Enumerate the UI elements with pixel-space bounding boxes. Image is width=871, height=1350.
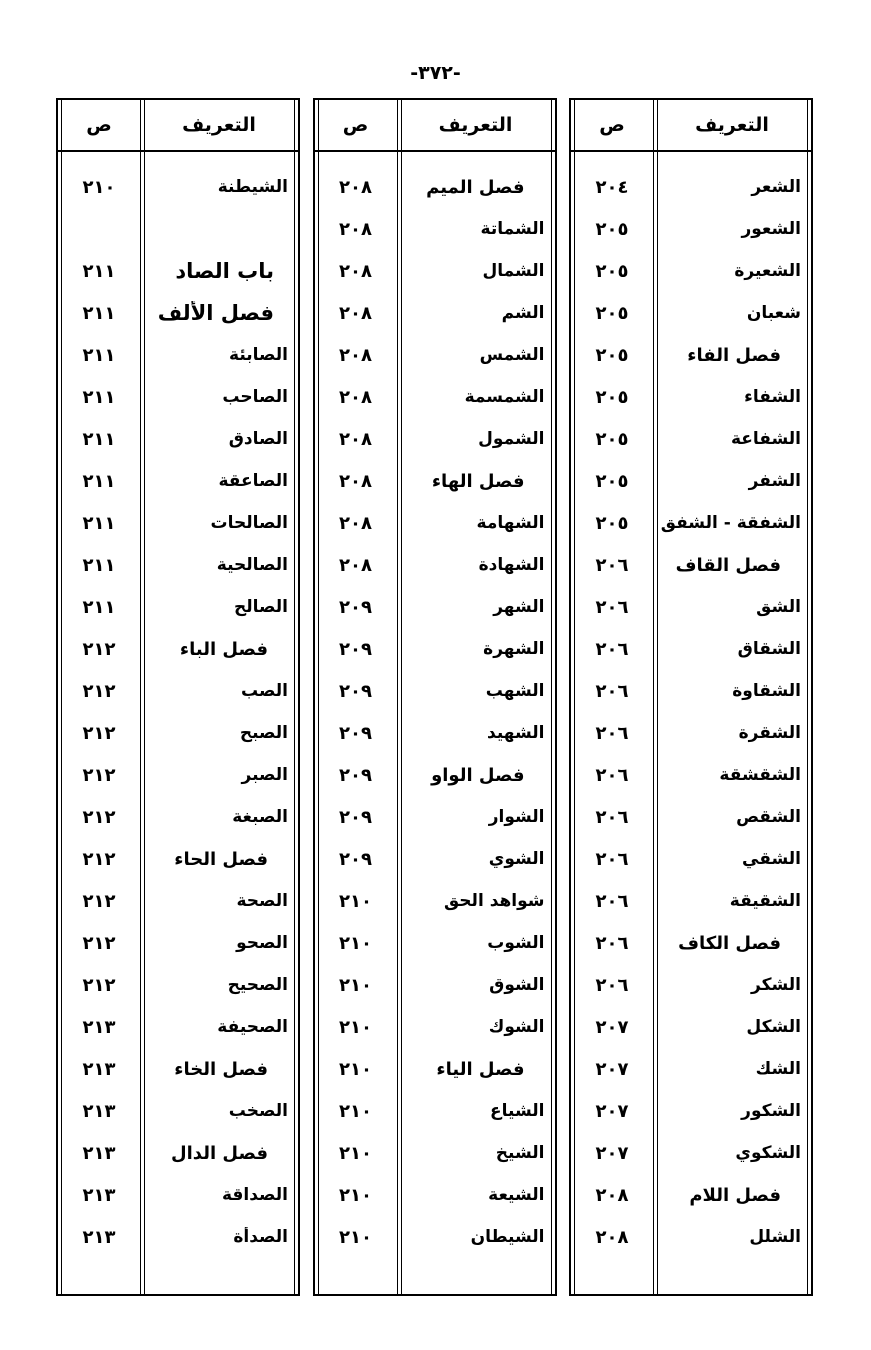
section-heading: فصل الميم — [426, 176, 525, 198]
index-row — [315, 1006, 555, 1048]
term-cell: الشكل — [746, 1017, 801, 1037]
page-cell: ٢١٢ — [82, 764, 116, 786]
term-cell: الشقشقة — [719, 765, 801, 785]
index-row — [58, 712, 298, 754]
index-row — [58, 628, 298, 670]
term-cell: الشمس — [479, 345, 545, 365]
index-row — [571, 838, 811, 880]
page-cell: ٢٠٩ — [339, 722, 372, 744]
index-row — [58, 1006, 298, 1048]
page-cell: ٢٠٨ — [339, 386, 372, 408]
index-row — [571, 586, 811, 628]
term-cell: الصالح — [234, 597, 288, 617]
entry-list — [571, 166, 811, 1258]
term-cell: الشهر — [493, 597, 545, 617]
page-cell: ٢٠٨ — [339, 260, 372, 282]
page-cell: ٢١١ — [82, 302, 116, 324]
index-row — [58, 292, 298, 334]
page-header: ص — [599, 114, 625, 136]
page-cell: ٢٠٧ — [595, 1058, 629, 1080]
entry-list — [315, 166, 555, 1258]
index-row — [58, 250, 298, 292]
term-cell: شواهد الحق — [443, 891, 545, 911]
section-heading: فصل الهاء — [431, 470, 525, 492]
page-cell: ٢٠٩ — [339, 848, 372, 870]
term-cell: الشوك — [488, 1017, 545, 1037]
page-cell: ٢١٠ — [339, 974, 372, 996]
page-cell: ٢٠٥ — [595, 260, 629, 282]
index-row — [58, 376, 298, 418]
term-cell: الشمسمة — [464, 387, 545, 407]
section-heading: فصل الخاء — [174, 1058, 268, 1080]
term-cell: الشوب — [487, 933, 545, 953]
index-row — [58, 544, 298, 586]
term-cell: الصب — [241, 681, 288, 701]
index-panel-left — [56, 98, 300, 1296]
page-cell: ٢٠٦ — [595, 680, 629, 702]
term-cell: الشكر — [751, 975, 801, 995]
index-row — [571, 418, 811, 460]
index-row — [315, 670, 555, 712]
term-cell: الشمول — [478, 429, 545, 449]
page-cell: ٢١٣ — [82, 1100, 116, 1122]
index-row — [315, 166, 555, 208]
index-row — [315, 796, 555, 838]
page-cell: ٢١٣ — [82, 1184, 116, 1206]
term-cell: الصداقة — [221, 1185, 288, 1205]
index-row — [571, 1006, 811, 1048]
page-cell: ٢٠٩ — [339, 638, 372, 660]
index-row — [571, 796, 811, 838]
index-row — [571, 964, 811, 1006]
term-cell: الشماتة — [480, 219, 545, 239]
page-cell: ٢٠٨ — [339, 512, 372, 534]
index-row — [315, 1090, 555, 1132]
page-cell: ٢٠٥ — [595, 302, 629, 324]
term-cell: الصحو — [236, 933, 288, 953]
page-cell: ٢٠٨ — [595, 1184, 629, 1206]
index-row — [315, 880, 555, 922]
page-cell: ٢١٠ — [339, 890, 372, 912]
page-cell: ٢٠٥ — [595, 386, 629, 408]
index-row — [58, 754, 298, 796]
term-cell: الشفقة - الشفق — [660, 513, 801, 533]
term-cell: الشكوي — [735, 1143, 801, 1163]
index-row — [571, 502, 811, 544]
index-row — [571, 1174, 811, 1216]
index-row — [58, 1090, 298, 1132]
index-row — [571, 460, 811, 502]
index-row — [315, 964, 555, 1006]
page-cell: ٢٠٩ — [339, 764, 372, 786]
page-cell: ٢١٣ — [82, 1016, 116, 1038]
term-cell: الشفر — [748, 471, 801, 491]
section-heading: فصل الباء — [179, 638, 268, 660]
index-row — [58, 1216, 298, 1258]
page-cell: ٢٠٦ — [595, 806, 629, 828]
page-cell: ٢١٢ — [82, 974, 116, 996]
section-heading: فصل الواو — [431, 764, 525, 786]
index-row — [315, 838, 555, 880]
term-cell: الصبر — [241, 765, 288, 785]
term-cell: الشم — [501, 303, 545, 323]
page-cell: ٢٠٥ — [595, 344, 629, 366]
term-cell: الشوار — [488, 807, 545, 827]
term-cell: الشياع — [490, 1101, 545, 1121]
page-number: -٣٧٢- — [410, 62, 461, 84]
term-cell: الشقص — [736, 807, 801, 827]
term-cell: الشكور — [741, 1101, 801, 1121]
page-cell: ٢١١ — [82, 386, 116, 408]
page-cell: ٢١٣ — [82, 1226, 116, 1248]
section-heading: فصل الكاف — [678, 932, 781, 954]
page-cell: ٢٠٩ — [339, 596, 372, 618]
index-row — [571, 1090, 811, 1132]
page-cell: ٢٠٦ — [595, 890, 629, 912]
entry-list — [58, 166, 298, 1258]
page-cell: ٢٠٦ — [595, 638, 629, 660]
term-cell: الشيخ — [495, 1143, 545, 1163]
index-row — [58, 964, 298, 1006]
page-cell: ٢٠٦ — [595, 932, 629, 954]
page-cell: ٢١٠ — [339, 1100, 372, 1122]
page-cell: ٢٠٨ — [339, 554, 372, 576]
index-row — [315, 208, 555, 250]
index-row — [315, 922, 555, 964]
section-heading: فصل اللام — [689, 1184, 781, 1206]
index-row — [58, 418, 298, 460]
term-header: التعريف — [438, 114, 513, 136]
index-table — [56, 98, 813, 1296]
header-row — [58, 100, 298, 152]
index-row — [315, 1132, 555, 1174]
page-cell: ٢١١ — [82, 596, 116, 618]
index-row — [315, 418, 555, 460]
term-cell: الشهب — [485, 681, 545, 701]
term-cell: الصحة — [236, 891, 288, 911]
page-cell: ٢٠٩ — [339, 806, 372, 828]
page-cell: ٢١٢ — [82, 932, 116, 954]
index-row — [571, 754, 811, 796]
page-cell: ٢١٢ — [82, 722, 116, 744]
term-cell: الشيطان — [470, 1227, 545, 1247]
term-cell: الصالحية — [216, 555, 288, 575]
index-row — [571, 922, 811, 964]
page-cell: ٢١٠ — [339, 1058, 372, 1080]
index-row — [315, 628, 555, 670]
index-row — [315, 502, 555, 544]
term-cell: الصحيح — [227, 975, 288, 995]
index-row — [571, 1048, 811, 1090]
term-cell: الشلل — [749, 1227, 801, 1247]
index-row — [58, 502, 298, 544]
index-row — [315, 1216, 555, 1258]
section-heading: باب الصاد — [175, 259, 274, 283]
section-heading: فصل الفاء — [687, 344, 781, 366]
section-heading: فصل القاف — [675, 554, 781, 576]
page-cell: ٢١٣ — [82, 1142, 116, 1164]
index-row — [571, 166, 811, 208]
index-row — [315, 544, 555, 586]
index-row — [571, 250, 811, 292]
page-cell: ٢٠٧ — [595, 1100, 629, 1122]
page-cell: ٢٠٨ — [339, 344, 372, 366]
index-row — [58, 460, 298, 502]
term-cell: الشعيرة — [734, 261, 801, 281]
index-row — [315, 460, 555, 502]
page-cell: ٢١٠ — [82, 176, 116, 198]
term-cell: الشقيقة — [729, 891, 801, 911]
index-row — [571, 1216, 811, 1258]
term-header: التعريف — [182, 114, 256, 136]
index-row — [315, 1048, 555, 1090]
section-heading: فصل الدال — [171, 1142, 268, 1164]
page-cell: ٢١٣ — [82, 1058, 116, 1080]
term-cell: الشيعة — [488, 1185, 545, 1205]
index-row — [58, 1048, 298, 1090]
index-row — [315, 292, 555, 334]
index-row — [315, 334, 555, 376]
term-cell: الصادق — [228, 429, 288, 449]
index-row — [58, 838, 298, 880]
page-cell: ٢١٢ — [82, 680, 116, 702]
term-header: التعريف — [695, 114, 769, 136]
index-panel-right — [569, 98, 813, 1296]
section-heading: فصل الحاء — [174, 848, 268, 870]
page-cell: ٢١٠ — [339, 1016, 372, 1038]
page-cell: ٢١١ — [82, 554, 116, 576]
term-cell: الصدأة — [233, 1227, 288, 1247]
index-row — [58, 1132, 298, 1174]
term-cell: الصابئة — [229, 345, 288, 365]
section-heading: فصل الياء — [436, 1058, 525, 1080]
term-cell: الشعور — [741, 219, 801, 239]
page-cell: ٢١٢ — [82, 890, 116, 912]
page-cell: ٢٠٥ — [595, 470, 629, 492]
page-cell: ٢٠٨ — [339, 302, 372, 324]
term-cell: الصاعقة — [218, 471, 288, 491]
header-row — [571, 100, 811, 152]
term-cell: الصخب — [228, 1101, 288, 1121]
header-row — [315, 100, 555, 152]
page-cell: ٢٠٥ — [595, 218, 629, 240]
page-cell: ٢٠٥ — [595, 428, 629, 450]
index-row — [315, 712, 555, 754]
term-cell: الشقاوة — [732, 681, 801, 701]
page-cell: ٢١٠ — [339, 1142, 372, 1164]
index-row — [571, 292, 811, 334]
term-cell: الصالحات — [210, 513, 288, 533]
index-row — [58, 334, 298, 376]
index-row — [571, 712, 811, 754]
index-row — [571, 670, 811, 712]
index-row — [571, 1132, 811, 1174]
page-cell: ٢١١ — [82, 344, 116, 366]
term-cell: الشفاء — [744, 387, 801, 407]
term-cell: الصحيفة — [217, 1017, 288, 1037]
index-row — [571, 208, 811, 250]
page-cell: ٢١٠ — [339, 1184, 372, 1206]
term-cell: الشفاعة — [730, 429, 801, 449]
page-cell: ٢١١ — [82, 428, 116, 450]
page-cell: ٢١٢ — [82, 806, 116, 828]
index-row — [571, 880, 811, 922]
index-row — [58, 670, 298, 712]
index-row — [58, 796, 298, 838]
page-cell: ٢١١ — [82, 512, 116, 534]
term-cell: الشهيد — [487, 723, 545, 743]
term-cell: الشوق — [489, 975, 545, 995]
page-cell: ٢٠٧ — [595, 1016, 629, 1038]
page-header: ص — [86, 114, 112, 136]
page-cell: ٢٠٦ — [595, 974, 629, 996]
index-row — [58, 586, 298, 628]
index-row — [315, 754, 555, 796]
term-cell: الصبح — [239, 723, 288, 743]
page-cell: ٢٠٦ — [595, 596, 629, 618]
index-row — [315, 376, 555, 418]
page-cell: ٢١٠ — [339, 932, 372, 954]
page-header: ص — [342, 114, 369, 136]
term-cell: الشوي — [488, 849, 545, 869]
page-cell: ٢١٢ — [82, 848, 116, 870]
index-row — [58, 922, 298, 964]
page-cell: ٢٠٩ — [339, 680, 372, 702]
page-cell: ٢١١ — [82, 260, 116, 282]
term-cell: الشمال — [482, 261, 545, 281]
term-cell: الشيطنة — [217, 177, 288, 197]
section-heading: فصل الألف — [157, 301, 274, 325]
page-cell: ٢٠٨ — [595, 1226, 629, 1248]
page-cell: ٢٠٦ — [595, 722, 629, 744]
index-row — [571, 376, 811, 418]
index-row — [58, 208, 298, 250]
term-cell: الصبغة — [232, 807, 288, 827]
term-cell: شعبان — [746, 303, 801, 323]
page-cell: ٢٠٤ — [595, 176, 629, 198]
page-cell: ٢٠٨ — [339, 176, 372, 198]
term-cell: الصاحب — [222, 387, 288, 407]
index-row — [315, 586, 555, 628]
term-cell: الشق — [756, 597, 801, 617]
term-cell: الشهامة — [476, 513, 545, 533]
page-cell: ٢٠٧ — [595, 1142, 629, 1164]
term-cell: الشهادة — [478, 555, 545, 575]
index-panel-middle — [313, 98, 557, 1296]
page-cell: ٢٠٦ — [595, 554, 629, 576]
term-cell: الشقرة — [738, 723, 801, 743]
page-cell: ٢٠٨ — [339, 218, 372, 240]
page-cell: ٢٠٦ — [595, 848, 629, 870]
page-cell: ٢٠٨ — [339, 428, 372, 450]
index-row — [58, 880, 298, 922]
page-cell: ٢٠٦ — [595, 764, 629, 786]
index-row — [58, 1174, 298, 1216]
index-row — [315, 250, 555, 292]
term-cell: الشقاق — [737, 639, 801, 659]
term-cell: الشقي — [742, 849, 801, 869]
page-cell: ٢١١ — [82, 470, 116, 492]
term-cell: الشك — [755, 1059, 801, 1079]
index-row — [571, 334, 811, 376]
term-cell: الشهرة — [483, 639, 545, 659]
page-cell: ٢١٠ — [339, 1226, 372, 1248]
index-row — [571, 544, 811, 586]
index-row — [315, 1174, 555, 1216]
page-cell: ٢٠٨ — [339, 470, 372, 492]
term-cell: الشعر — [751, 177, 801, 197]
page-cell: ٢٠٥ — [595, 512, 629, 534]
index-row — [58, 166, 298, 208]
page-cell: ٢١٢ — [82, 638, 116, 660]
index-row — [571, 628, 811, 670]
